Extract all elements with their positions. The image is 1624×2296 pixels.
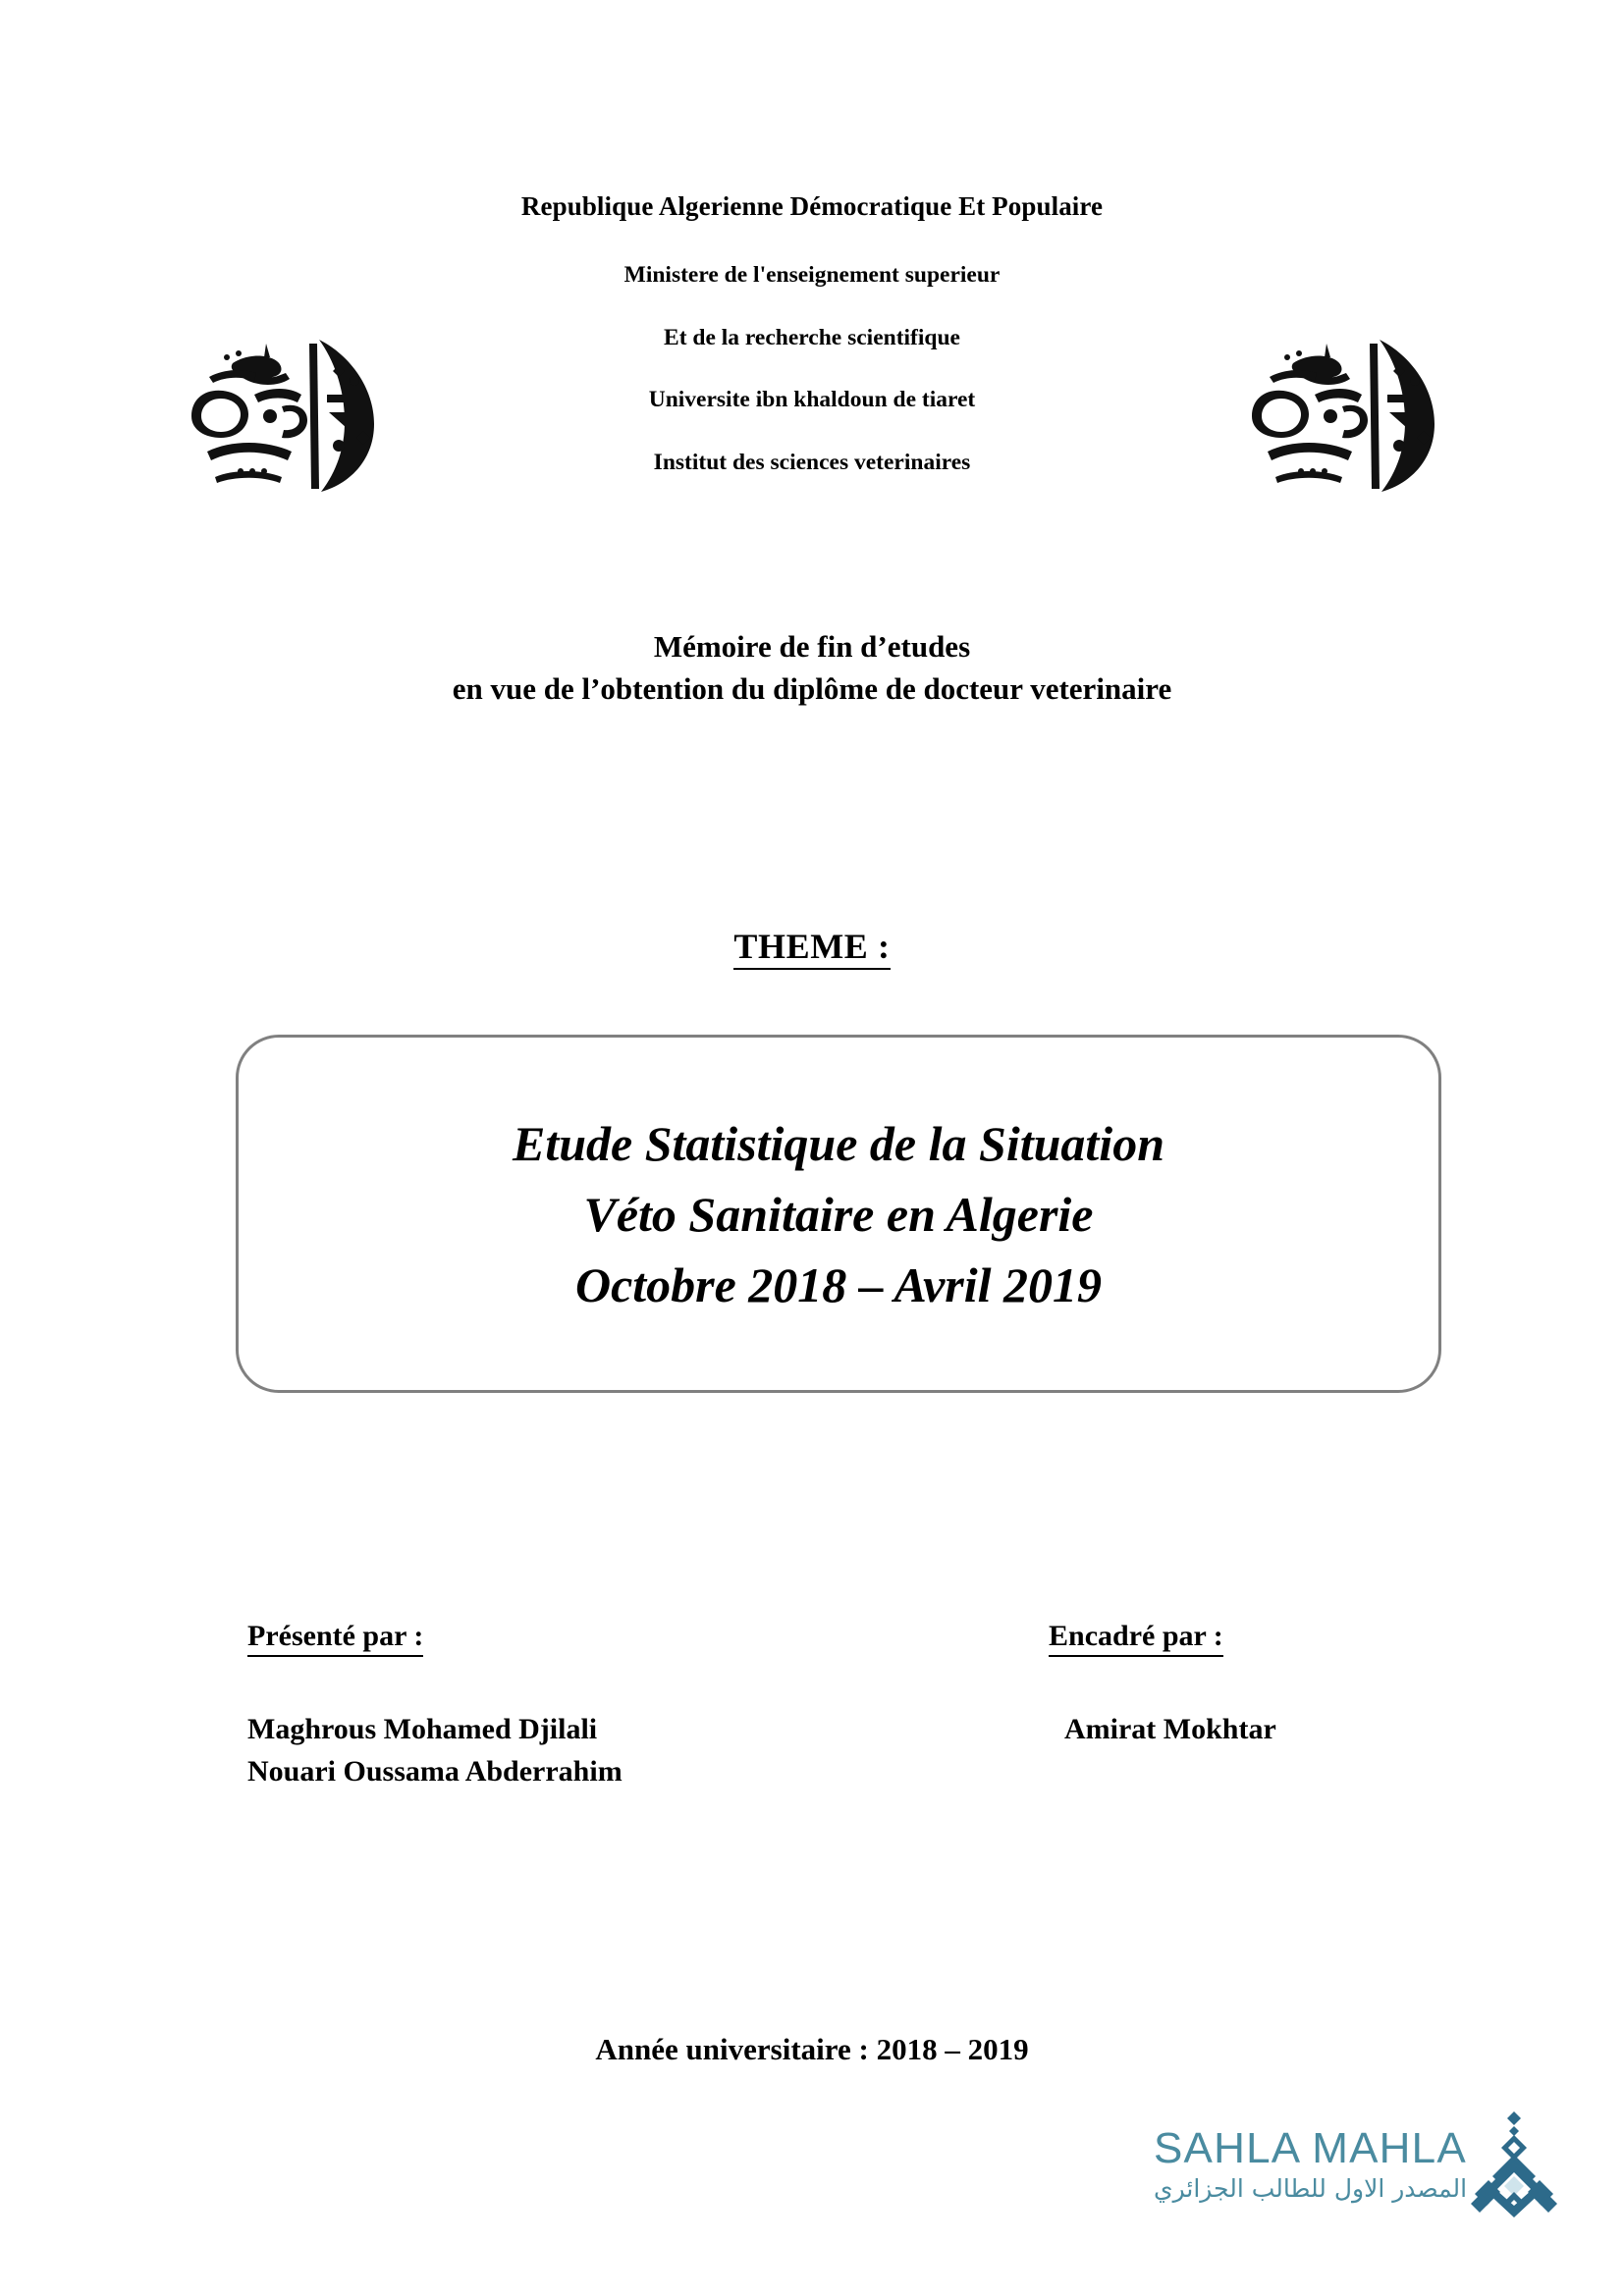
thesis-title-box [236,1035,1441,1393]
student-name-2: Nouari Oussama Abderrahim [247,1754,623,1788]
university-logo-right [1232,322,1458,504]
thesis-title-line-3: Octobre 2018 – Avril 2019 [574,1256,1103,1312]
presented-by-column [247,1620,623,1792]
academic-year: Année universitaire : 2018 – 2019 [595,2032,1029,2066]
presented-by-label: Présenté par : [247,1620,623,1653]
university-logo-left [172,322,398,504]
sahla-mahla-diamond-emblem [1469,2109,1559,2217]
watermark-brand-text: SAHLA MAHLA [1154,2124,1467,2172]
thesis-title-line-2: Véto Sanitaire en Algerie [583,1186,1094,1242]
memoire-line-2: en vue de l’obtention du diplôme de docteur veterinaire [452,670,1172,706]
memoire-line-1: Mémoire de fin d’etudes [653,629,971,664]
theme-label-text: THEME : [733,927,890,970]
thesis-title-line-1: Etude Statistique de la Situation [512,1115,1165,1171]
republic-title: Republique Algerienne Démocratique Et Populaire [520,191,1104,221]
supervised-by-column [1049,1620,1276,1751]
supervised-by-label: Encadré par : [1049,1620,1276,1653]
ministry-line-1: Ministere de l'enseignement superieur [623,261,1001,288]
authors-section [0,1620,1624,1855]
watermark-tagline-arabic: المصدر الاول للطالب الجزائري [1154,2174,1468,2203]
university-line: Universite ibn khaldoun de tiaret [648,387,976,413]
sahla-mahla-watermark [1154,2125,1586,2248]
institute-line: Institut des sciences veterinaires [653,450,971,476]
student-names [247,1709,623,1792]
supervisor-name: Amirat Mokhtar [1064,1713,1276,1745]
degree-statement [0,626,1624,711]
theme-label [0,926,1624,967]
student-name-1: Maghrous Mohamed Djilali [247,1713,598,1745]
ministry-line-2: Et de la recherche scientifique [664,324,960,350]
